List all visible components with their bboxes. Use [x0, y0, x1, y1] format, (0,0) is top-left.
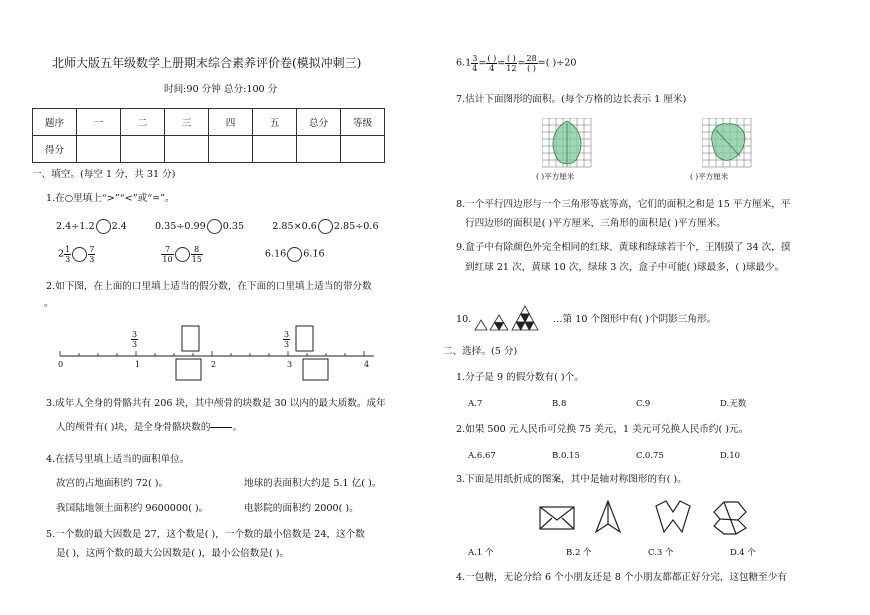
score-header-cell: 一	[77, 109, 121, 136]
score-header-cell: 总分	[297, 109, 341, 136]
q4-item-d: 电影院的面积约 2000( )。	[244, 503, 359, 514]
s2-q2-option-d[interactable]: D.10	[720, 451, 741, 461]
answer-box-lower	[303, 359, 328, 380]
q2-text: 2.如下图，在上面的口里填上适当的假分数，在下面的口里填上适当的带分数	[46, 281, 372, 292]
exam-subtitle: 时间:90 分钟 总分:100 分	[164, 84, 278, 95]
s2-q2-option-b[interactable]: B.0.15	[552, 451, 580, 461]
score-cell[interactable]	[209, 136, 253, 163]
fraction[interactable]	[486, 54, 497, 73]
s2-q3-text: 3.下面是用纸折成的图案，其中是轴对称图形的有( )。	[456, 474, 687, 485]
triangle-fig-2	[490, 315, 508, 330]
chevron-figure	[656, 501, 690, 532]
q5-line2: 是( )，这两个数的最大公因数是( )，最小公倍数是( )。	[56, 548, 290, 559]
q1-expr: 6.1̇6̇	[303, 248, 325, 260]
frac-den: 4	[472, 64, 478, 73]
s2-q1-text: 1.分子是 9 的假分数有( )个。	[456, 372, 584, 383]
number-line-fraction	[283, 329, 290, 349]
frac-num: 3	[472, 54, 478, 63]
answer-box-upper	[296, 326, 313, 351]
s2-q2-option-c[interactable]: C.0.75	[636, 451, 664, 461]
q2-dot: 。	[44, 298, 54, 309]
fraction	[283, 330, 290, 349]
tick-label: 1	[135, 360, 141, 369]
fraction	[471, 54, 478, 73]
s2-q1-option-d[interactable]: D.无数	[720, 399, 747, 409]
fraction	[64, 245, 71, 264]
triangle-fig-3	[512, 306, 538, 330]
s2-q3-option-a[interactable]: A.1 个	[468, 548, 494, 558]
mixed-whole: 2	[58, 248, 65, 260]
frac-den: 12	[506, 64, 517, 73]
q3-line1: 3.成年人全身的骨骼共有 206 块，其中颅骨的块数是 30 以内的最大质数。成年	[46, 398, 386, 409]
compare-circle[interactable]	[287, 247, 302, 262]
fraction	[191, 245, 203, 264]
q4-item-a: 故宫的占地面积约 72( )。	[56, 478, 169, 489]
frac-num: 3	[132, 330, 138, 339]
page-title: 北师大版五年级数学上册期末综合素养评价卷(模拟冲刺三)	[52, 56, 362, 70]
score-cell[interactable]	[297, 136, 341, 163]
tick-label: 0	[58, 360, 64, 369]
score-cell[interactable]	[341, 136, 385, 163]
q3-line2	[56, 419, 242, 437]
tick-label: 4	[364, 360, 370, 369]
compare-circle[interactable]	[207, 219, 222, 234]
score-header-cell: 二	[121, 109, 165, 136]
bowtie-figure	[714, 502, 746, 534]
q1-expr: 6.16̇	[264, 248, 287, 260]
q9-line1: 9.盒子中有除颜色外完全相同的红球、黄球和绿球若干个，王刚摸了 34 次，摸	[456, 242, 791, 253]
section1-heading: 一、填空。(每空 1 分，共 31 分)	[32, 169, 176, 180]
q4-item-b: 地球的表面积大约是 5.1 亿( )。	[244, 478, 382, 489]
q7-answer-2[interactable]: ( )平方厘米	[690, 172, 729, 181]
folded-figures	[536, 498, 836, 538]
fraction	[161, 245, 173, 264]
s2-q2-text: 2.如果 500 元人民币可兑换 75 美元，1 美元可兑换人民币约( )元。	[456, 424, 749, 435]
fraction[interactable]	[525, 54, 537, 73]
s2-q2-option-a[interactable]: A.6.67	[468, 451, 496, 461]
leaf-shape	[712, 124, 745, 161]
q4-item-c: 我国陆地领土面积约 9600000( )。	[56, 503, 209, 514]
frac-num: 28	[526, 54, 537, 63]
q3-text: 人的颅骨有( )块，是全身骨骼块数的	[56, 422, 211, 433]
compare-circle[interactable]	[72, 247, 87, 262]
q4-text: 4.在括号里填上适当的面积单位。	[46, 454, 190, 465]
answer-box-upper	[182, 326, 199, 351]
number-line-fraction	[131, 329, 138, 349]
q1-expr: 2.4	[111, 221, 127, 232]
q1-expr: 2.85×0.6	[272, 221, 317, 232]
q3-end: 。	[232, 422, 243, 433]
frac-num: ( )	[487, 54, 497, 63]
s2-q1-option-c[interactable]: C.9	[636, 399, 651, 409]
number-line-ticks	[60, 351, 364, 356]
frac-num: 8	[191, 245, 203, 255]
q1-expr: 2.85÷0.6	[333, 221, 379, 232]
score-cell[interactable]	[121, 136, 165, 163]
q1-expr: 0.35	[222, 221, 245, 232]
q1-row1	[56, 219, 379, 234]
s2-q3-option-c[interactable]: C.3 个	[648, 548, 674, 558]
score-table-header-row	[33, 109, 385, 136]
q8-line2: 行四边形的面积是( )平方厘米，三角形的面积是( )平方厘米。	[465, 218, 726, 229]
s2-q3-option-d[interactable]: D.4 个	[730, 548, 756, 558]
frac-den: 3	[132, 340, 138, 349]
fraction	[131, 330, 138, 349]
score-header-cell: 四	[209, 109, 253, 136]
s2-q4-text: 4.一包糖，无论分给 6 个小朋友还是 8 个小朋友都都正好分完，这包糖至少有	[456, 572, 787, 583]
frac-den: 3	[89, 255, 95, 264]
score-table	[32, 108, 385, 163]
q1-expr: 2.4÷1.2	[56, 221, 95, 232]
mixed-whole: 1	[465, 57, 472, 69]
blank-fraction[interactable]	[210, 419, 232, 437]
tick-label: 3	[287, 360, 293, 369]
triangle-pattern	[472, 302, 552, 332]
score-header-cell: 等级	[341, 109, 385, 136]
frac-num: ( )	[506, 54, 516, 63]
frac-den: 15	[191, 255, 202, 264]
leaf-grid-1	[542, 118, 592, 168]
s2-q1-option-b[interactable]: B.8	[552, 399, 567, 409]
q6-equation: 6.1 $\frac{3}{4}$ = ( ) 4 = ( ) 12 = 28 ( ) =( )÷20	[456, 54, 577, 73]
q6-prefix: 6.	[456, 57, 466, 69]
score-table-row	[33, 136, 385, 163]
frac-den: ( )	[527, 64, 536, 73]
q10-text: …第 10 个图形中有( )个阴影三角形。	[553, 314, 717, 325]
arrowhead-figure	[596, 501, 620, 532]
score-header-cell: 三	[165, 109, 209, 136]
score-header-cell: 题序	[33, 109, 77, 136]
q1-text: 1.在○里填上“>”“<”或“=”。	[46, 193, 175, 204]
envelope-figure	[540, 507, 574, 529]
compare-circle[interactable]	[175, 247, 190, 262]
q10-prefix: 10.	[456, 314, 472, 325]
q6-tail: =( )÷20	[537, 57, 577, 69]
frac-num: 1	[65, 245, 71, 254]
s2-q1-option-a[interactable]: A.7	[468, 399, 483, 409]
frac-den: 3	[65, 255, 71, 264]
compare-circle[interactable]	[318, 219, 333, 234]
score-cell[interactable]	[253, 136, 297, 163]
q9-line2: 到红球 21 次，黄球 10 次，绿球 3 次，盒子中可能( )球最多，( )球最少。	[465, 262, 785, 273]
fraction[interactable]	[505, 54, 517, 73]
q7-answer-1[interactable]: ( )平方厘米	[536, 172, 575, 181]
score-cell[interactable]	[165, 136, 209, 163]
frac-den: 4	[489, 64, 495, 73]
frac-den: 10	[162, 255, 173, 264]
answer-box-lower	[176, 359, 201, 380]
score-cell[interactable]	[77, 136, 121, 163]
q1-row2	[58, 245, 325, 264]
frac-num: 7	[89, 245, 95, 254]
score-header-cell: 五	[253, 109, 297, 136]
leaf-grid-2	[702, 118, 752, 168]
q5-line1: 5.一个数的最大因数是 27，这个数是( )，一个数的最小倍数是 24，这个数	[46, 529, 365, 540]
score-row-label: 得分	[33, 136, 77, 163]
triangle-fig-1	[475, 320, 487, 330]
fraction	[88, 245, 95, 264]
section2-heading: 二、选择。(5 分)	[443, 346, 518, 357]
frac-num: 7	[161, 245, 173, 255]
frac-num: 3	[284, 330, 290, 339]
q8-line1: 8.一个平行四边形与一个三角形等底等高，它们的面积之和是 15 平方厘米，平	[456, 199, 791, 210]
q7-text: 7.估计下面图形的面积。(每个方格的边长表示 1 厘米)	[456, 94, 687, 105]
frac-den: 3	[284, 340, 290, 349]
tick-label: 2	[211, 360, 217, 369]
q1-expr: 0.35÷0.99	[154, 221, 206, 232]
s2-q3-option-b[interactable]: B.2 个	[566, 548, 592, 558]
compare-circle[interactable]	[96, 219, 111, 234]
number-line	[52, 323, 432, 383]
